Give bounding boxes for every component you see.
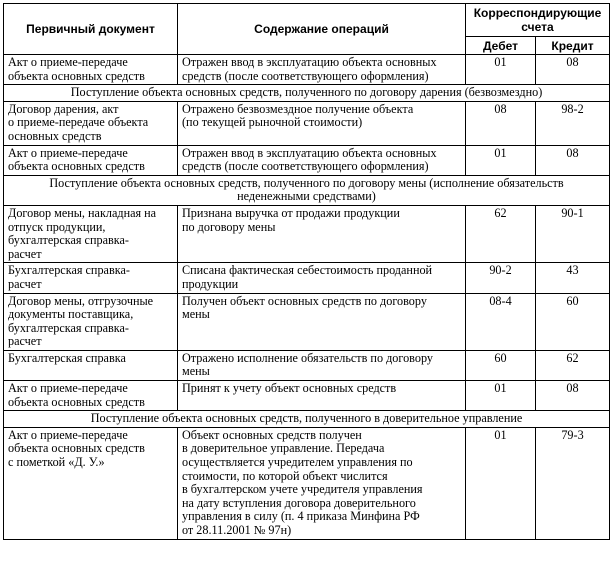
operation-cell: Отражено безвозмездное получение объекта (по текущей рыночной стоимости) [178,101,466,145]
credit-cell: 90-1 [536,205,610,262]
debit-cell: 62 [466,205,536,262]
credit-cell: 08 [536,145,610,175]
operation-cell: Получен объект основных средств по договору мены [178,293,466,350]
header-primary-document: Первичный документ [4,4,178,55]
credit-cell: 08 [536,55,610,85]
credit-cell: 60 [536,293,610,350]
credit-cell: 98-2 [536,101,610,145]
credit-cell: 79-3 [536,427,610,539]
table-row [4,205,610,262]
table-row [4,101,610,145]
section-row [4,85,610,102]
section-title: Поступление объекта основных средств, полученного по договору мены (исполнение обязательств неденежными средствами) [4,175,610,205]
document-cell: Акт о приеме-передаче объекта основных средств [4,55,178,85]
accounting-table [3,3,610,540]
document-cell: Договор дарения, акт о приеме-передаче объекта основных средств [4,101,178,145]
document-cell: Акт о приеме-передаче объекта основных средств [4,145,178,175]
document-cell: Акт о приеме-передаче объекта основных средств с пометкой «Д. У.» [4,427,178,539]
section-row [4,411,610,428]
operation-cell: Объект основных средств получен в доверительное управление. Передача осуществляется учредителем управления по стоимости, по которой объект числится в бухгалтерском учете учредителя управления на дату вступления договора доверительного управления в силу (п. 4 приказа Минфина РФ от 28.11.2001 № 97н) [178,427,466,539]
debit-cell: 90-2 [466,263,536,293]
debit-cell: 01 [466,55,536,85]
operation-cell: Признана выручка от продажи продукции по договору мены [178,205,466,262]
header-operations: Содержание операций [178,4,466,55]
debit-cell: 08-4 [466,293,536,350]
header-credit: Кредит [536,37,610,55]
operation-cell: Отражен ввод в эксплуатацию объекта основных средств (после соответствующего оформления) [178,55,466,85]
debit-cell: 01 [466,145,536,175]
debit-cell: 01 [466,381,536,411]
document-cell: Бухгалтерская справка- расчет [4,263,178,293]
operation-cell: Отражен ввод в эксплуатацию объекта основных средств (после соответствующего оформления) [178,145,466,175]
header-corresponding-accounts: Корреспондирующие счета [466,4,610,37]
table-row [4,145,610,175]
debit-cell: 01 [466,427,536,539]
credit-cell: 08 [536,381,610,411]
section-title: Поступление объекта основных средств, полученного по договору дарения (безвозмездно) [4,85,610,102]
credit-cell: 43 [536,263,610,293]
operation-cell: Принят к учету объект основных средств [178,381,466,411]
operation-cell: Отражено исполнение обязательств по договору мены [178,350,466,380]
document-cell: Бухгалтерская справка [4,350,178,380]
table-row [4,381,610,411]
document-cell: Акт о приеме-передаче объекта основных средств [4,381,178,411]
credit-cell: 62 [536,350,610,380]
section-row [4,175,610,205]
debit-cell: 08 [466,101,536,145]
document-cell: Договор мены, накладная на отпуск продукции, бухгалтерская справка- расчет [4,205,178,262]
header-debit: Дебет [466,37,536,55]
debit-cell: 60 [466,350,536,380]
table-row [4,350,610,380]
table-row [4,55,610,85]
section-title: Поступление объекта основных средств, полученного в доверительное управление [4,411,610,428]
operation-cell: Списана фактическая себестоимость проданной продукции [178,263,466,293]
table-row [4,293,610,350]
document-cell: Договор мены, отгрузочные документы поставщика, бухгалтерская справка- расчет [4,293,178,350]
table-row [4,263,610,293]
table-row [4,427,610,539]
